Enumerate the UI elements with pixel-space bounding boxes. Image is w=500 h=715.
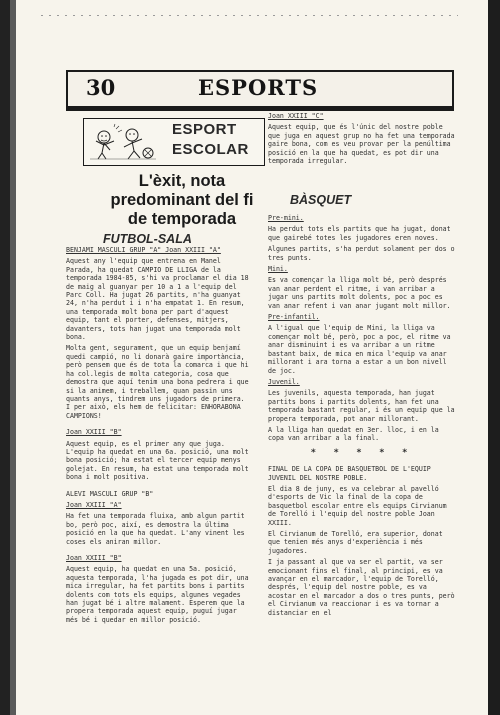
paragraph: Aquest equip, ha quedat en una 5a. posició, aquesta temporada, l'ha jugada es pot dir, una mica irregular, ha fet partits bons i partits dolents com tots els equips, algunes vegades han jugat bé i altre malament. Esperem que la propera temporada aquest equip, puguí jugar més bé i quedar en millor posició. <box>66 565 249 624</box>
headline-line-1: L'èxit, nota <box>138 172 226 190</box>
paragraph: Aquest equip, es el primer any que juga. L'equip ha quedat en una 6a. posició, una molt bona posició; ha estat el tercer equip menys golejat. En resum, ha estat una temporada molt bona i molt positiva. <box>66 439 249 482</box>
perforation-dots <box>38 14 458 17</box>
section-header <box>66 70 454 108</box>
headline-line-3: de temporada <box>127 210 237 228</box>
paragraph: El Cirvianum de Torelló, era superior, donat que tenien més anys d'experiència i més jugadores. <box>268 530 443 555</box>
paragraph: Es va començar la lliga molt bé, però després van anar perdent el ritme, i van arribar a jugar uns partits molt dolents, poc a poc es van anar refent i van anar jugant molt millor. <box>268 276 451 310</box>
group-heading: BENJAMI MASCULI GRUP "A" Joan XXIII "A" <box>66 246 221 254</box>
section-separator: * * * * * <box>310 447 414 458</box>
group-heading: ALEVI MASCULI GRUP "B" <box>66 489 154 498</box>
badge-line-2: ESCOLAR <box>172 141 249 158</box>
page-number: 30 <box>86 75 116 100</box>
right-column-top <box>268 112 456 168</box>
category-heading: Pre-infantil. <box>268 313 320 322</box>
paragraph: A l'igual que l'equip de Mini, la lliga va començar molt bé, però, poc a poc, el ritme va anar disminuint i es va arribar a un ritme bastant baix, de mica en mica l'equip va anar millorant i ara torna a estar a un bon nivell de joc. <box>268 324 451 375</box>
paragraph: Molta gent, segurament, que un equip benjamí quedi campió, no li donarà gaire importància, però pensem que és de tota la comarca i que hi ha col.legis de molta categoria, cosa que demostra que aquí tenim una bona pedrera i que si la animem, i treballem, quan passin uns quants anys, tindrem uns jugadors de primera. I per això, els hem de felicitar: ENHORABONA CAMPIONS! <box>66 344 249 420</box>
paragraph: Ha fet una temporada fluixa, amb algun partit bo, però poc, així, es demostra la última posició en la que ha quedat. L'any vinent les coses els aniran millor. <box>66 512 245 546</box>
team-heading: Joan XXIII "B" <box>66 428 122 437</box>
team-heading: Joan XXIII "B" <box>66 554 122 562</box>
category-heading: Pre-mini. <box>268 214 304 222</box>
section-title: ESPORTS <box>198 75 319 100</box>
futbol-sala-title: FUTBOL-SALA <box>103 232 192 246</box>
team-heading: Joan XXIII "A" <box>66 500 122 509</box>
final-heading: FINAL DE LA COPA DE BASQUETBOL DE L'EQUIP JUVENIL DEL NOSTRE POBLE. <box>268 465 431 482</box>
right-column-basquet <box>268 214 456 620</box>
binding-edge <box>0 0 10 715</box>
paragraph: Aquest equip, que és l'únic del nostre poble que juga en aquest grup no ha fet una temporada gaire bona, com es veu provar per la penúltima posició en la que ha quedat, es pot dir una temporada irregular. <box>268 123 455 166</box>
left-column <box>66 246 252 627</box>
category-heading: Juvenil. <box>268 377 300 386</box>
paragraph: A la lliga han quedat en 3er. lloc, i en la copa van arribar a la final. <box>268 425 439 443</box>
category-heading: Mini. <box>268 265 288 274</box>
paragraph: I ja passant al que va ser el partit, va ser emocionant fins el final, al principi, es va avançar en el marcador, l'equip de Torelló, després, l'equip del nostre poble, es va acostar en el marcador a dos o tres punts, però el Cirvianum va reaccionar i es va tornar a distanciar en el <box>268 558 455 617</box>
paragraph: El dia 8 de juny, es va celebrar al pavelló d'esports de Vic la final de la copa de basquetbol escolar entre els equips Cirvianum de Torelló i l'equip del nostre poble Joan XXIII. <box>268 484 447 527</box>
paragraph: Ha perdut tots els partits que ha jugat, donat que gairebé totes les jugadores eren noves. <box>268 225 451 242</box>
cartoon-players-icon <box>88 123 158 161</box>
paragraph: Les juvenils, aquesta temporada, han jugat partits bons i partits dolents, han fet una temporada bastant regular, i és un equip que la propera temporada, pot anar millorant. <box>268 389 455 423</box>
binding-shadow <box>10 0 16 715</box>
article-headline <box>92 172 272 229</box>
team-heading: Joan XXIII "C" <box>268 112 324 120</box>
esport-escolar-badge <box>83 118 265 166</box>
paragraph: Algunes partits, s'ha perdut solament per dos o tres punts. <box>268 245 455 262</box>
badge-line-1: ESPORT <box>172 121 237 138</box>
right-page-edge <box>488 0 500 715</box>
basquet-title: BÀSQUET <box>290 193 352 207</box>
headline-line-2: predominant del fi <box>110 191 254 209</box>
paragraph: Aquest any l'equip que entrena en Manel Parada, ha quedat CAMPIO DE LLIGA de la temporada 1984-85, s'hi va proclamar el dia 18 de maig al guanyar per 10 a 1 a l'equip del Parc Coll. Ha jugat 26 partits, n'ha guanyat 24, n'ha perdut i i n'ha empatat 1. En resum, una temporada molt bona per part d'aquest equip, tant el porter, defenses, mitjers, davanters, tots han jugat una temporada molt bona. <box>66 257 249 342</box>
